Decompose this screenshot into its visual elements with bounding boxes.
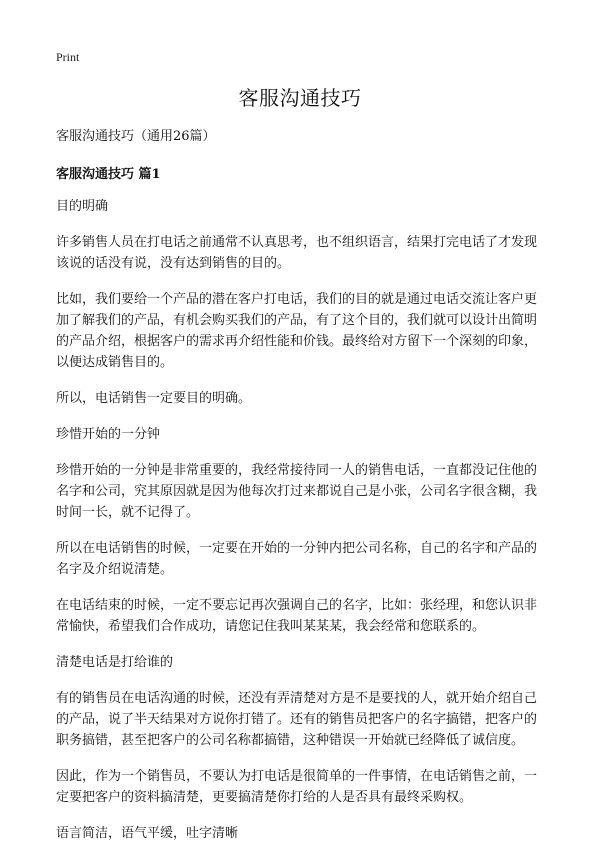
paragraph: 目的明确 [56, 199, 109, 214]
document-subtitle: 客服沟通技巧（通用26篇） [56, 129, 216, 144]
paragraph: 珍惜开始的一分钟是非常重要的，我经常接待同一人的销售电话，一直都没记住他的名字和公司，究其原因就是因为他每次打过来都说自己是小张，公司名字很含糊，我时间一长，就不记得了。 [56, 463, 538, 520]
section-heading: 客服沟通技巧 篇1 [56, 167, 161, 182]
paragraph: 许多销售人员在打电话之前通常不认真思考，也不组织语言，结果打完电话了才发现该说的话没有说，没有达到销售的目的。 [56, 235, 538, 271]
document-title: 客服沟通技巧 [238, 86, 362, 110]
print-link[interactable]: Print [56, 50, 80, 64]
article-body [56, 196, 544, 844]
paragraph: 清楚电话是打给谁的 [56, 655, 174, 670]
paragraph: 比如，我们要给一个产品的潜在客户打电话，我们的目的就是通过电话交流让客户更加了解我们的产品，有机会购买我们的产品，有了这个目的，我们就可以设计出简明的产品介绍，根据客户的需求再介绍性能和价钱。最终给对方留下一个深刻的印象，以便达成销售目的。 [56, 292, 538, 370]
paragraph: 语言简洁，语气平缓，吐字清晰 [56, 826, 239, 841]
paragraph: 所以在电话销售的时候，一定要在开始的一分钟内把公司名称，自己的名字和产品的名字及介绍说清楚。 [56, 541, 538, 577]
paragraph: 在电话结束的时候，一定不要忘记再次强调自己的名字，比如：张经理，和您认识非常愉快，希望我们合作成功，请您记住我叫某某某，我会经常和您联系的。 [56, 598, 538, 634]
paragraph: 所以，电话销售一定要目的明确。 [56, 391, 252, 406]
paragraph: 因此，作为一个销售员，不要认为打电话是很简单的一件事情，在电话销售之前，一定要把客户的资料搞清楚，更要搞清楚你打给的人是否具有最终采购权。 [56, 769, 538, 805]
paragraph: 有的销售员在电话沟通的时候，还没有弄清楚对方是不是要找的人，就开始介绍自己的产品，说了半天结果对方说你打错了。还有的销售员把客户的名字搞错，把客户的职务搞错，甚至把客户的公司名称都搞错，这种错误一开始就已经降低了诚信度。 [56, 691, 538, 748]
paragraph: 珍惜开始的一分钟 [56, 427, 161, 442]
